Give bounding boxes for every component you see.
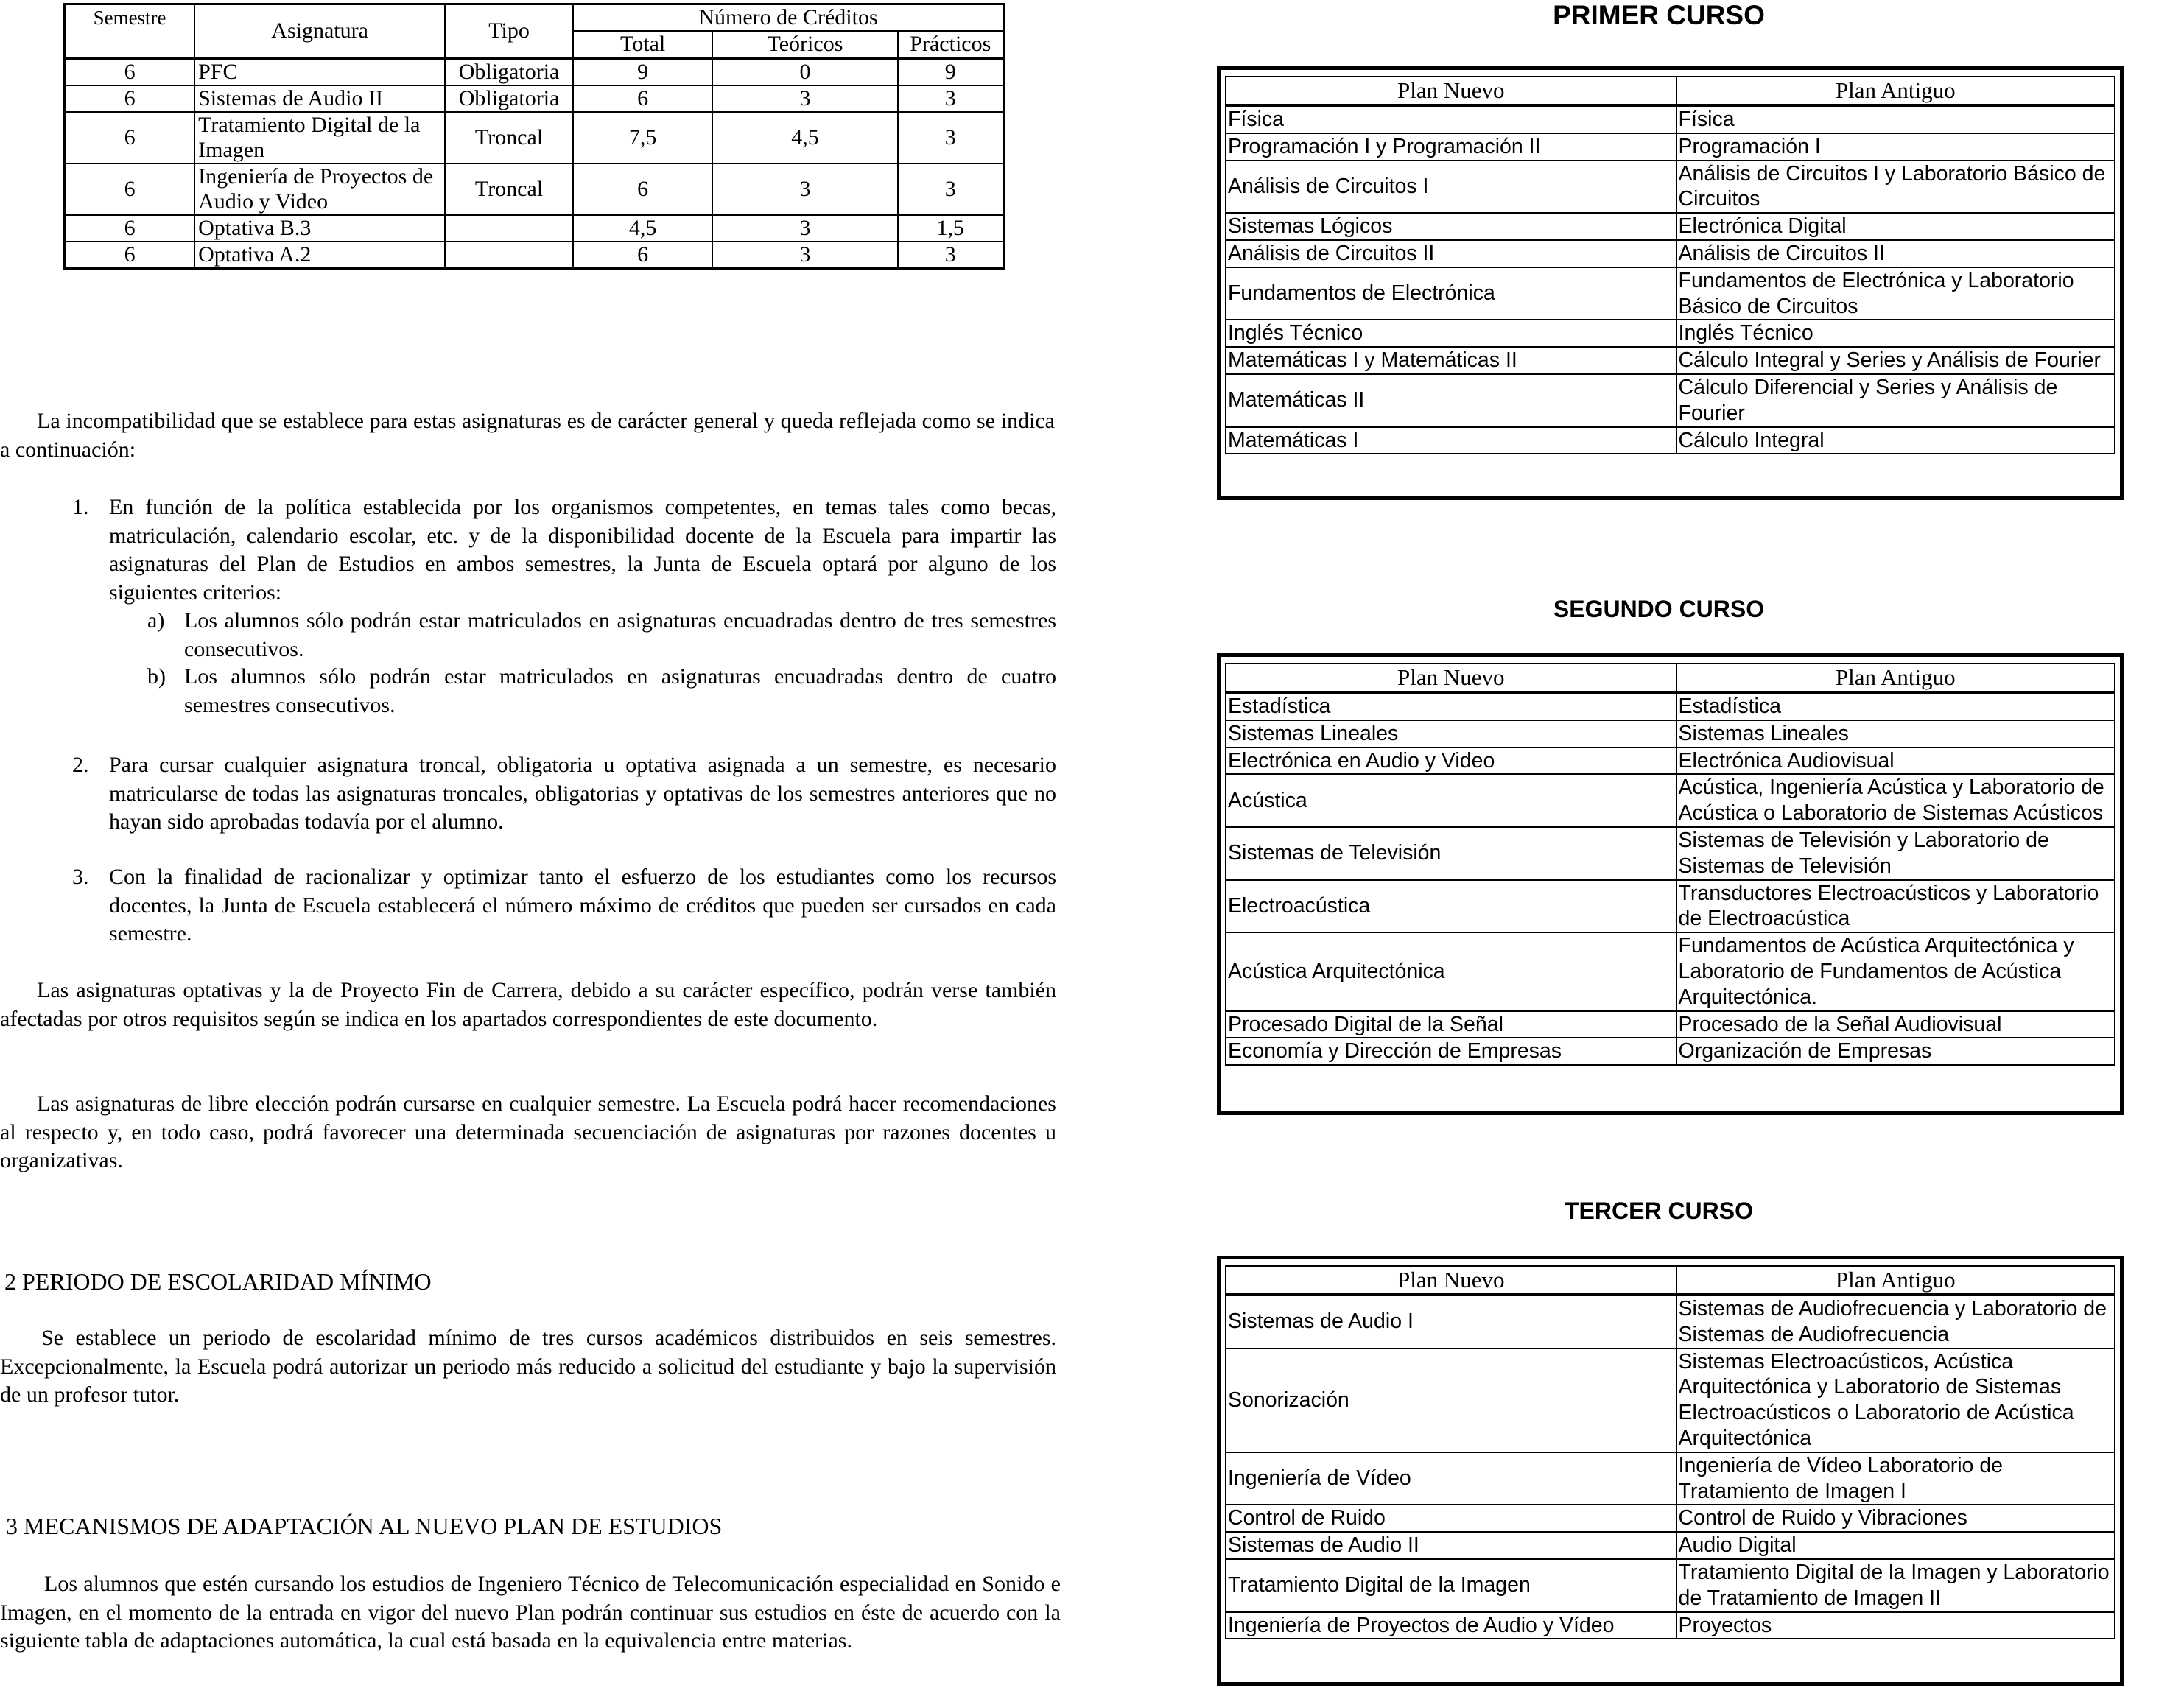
list-item-1-number: 1. (72, 495, 89, 519)
list-item-1a-letter: a) (147, 608, 165, 633)
table-row (65, 215, 1004, 242)
cell-plan-antiguo: Proyectos (1676, 1612, 2115, 1639)
cell-total: 6 (573, 242, 712, 269)
equivalence-row (1226, 374, 2115, 427)
header-plan-nuevo: Plan Nuevo (1226, 77, 1676, 105)
cell-asignatura: Optativa B.3 (194, 215, 445, 242)
cell-plan-antiguo: Tratamiento Digital de la Imagen y Laboratorio de Tratamiento de Imagen II (1676, 1559, 2115, 1612)
section-2-heading: 2 PERIODO DE ESCOLARIDAD MÍNIMO (4, 1268, 432, 1295)
cell-plan-nuevo: Matemáticas II (1226, 374, 1676, 427)
cell-plan-nuevo: Programación I y Programación II (1226, 133, 1676, 161)
cell-total: 6 (573, 85, 712, 112)
cell-plan-nuevo: Física (1226, 105, 1676, 133)
equivalence-row (1226, 1452, 2115, 1505)
cell-plan-antiguo: Inglés Técnico (1676, 320, 2115, 347)
header-plan-antiguo: Plan Antiguo (1676, 664, 2115, 692)
table-row (65, 58, 1004, 85)
equivalence-row (1226, 213, 2115, 240)
header-asignatura: Asignatura (194, 4, 445, 59)
tercer-curso-title: TERCER CURSO (1564, 1198, 1753, 1224)
cell-practicos: 3 (898, 85, 1004, 112)
cell-plan-antiguo: Audio Digital (1676, 1532, 2115, 1559)
section-3-heading: 3 MECANISMOS DE ADAPTACIÓN AL NUEVO PLAN DE ESTUDIOS (6, 1513, 723, 1539)
equivalence-row (1226, 1348, 2115, 1452)
equivalence-row (1226, 692, 2115, 720)
cell-semestre: 6 (65, 215, 195, 242)
table-row (65, 242, 1004, 269)
cell-plan-nuevo: Electroacústica (1226, 880, 1676, 933)
cell-plan-antiguo: Procesado de la Señal Audiovisual (1676, 1011, 2115, 1038)
list-item-1b-letter: b) (147, 664, 166, 689)
equivalence-row (1226, 1559, 2115, 1612)
cell-total: 7,5 (573, 112, 712, 163)
cell-plan-antiguo: Fundamentos de Electrónica y Laboratorio Básico de Circuitos (1676, 267, 2115, 320)
segundo-curso-frame (1217, 653, 2124, 1115)
equivalence-row (1226, 1038, 2115, 1065)
primer-curso-frame (1217, 66, 2124, 500)
equivalence-row (1226, 1612, 2115, 1639)
intro-paragraph: La incompatibilidad que se establece para estas asignaturas es de carácter general y queda reflejada como se indica a continuación: (0, 409, 1055, 462)
header-teoricos: Teóricos (712, 31, 897, 58)
cell-practicos: 1,5 (898, 215, 1004, 242)
list-item-1b: Los alumnos sólo podrán estar matriculados en asignaturas encuadradas dentro de cuatro semestres consecutivos. (184, 664, 1056, 717)
cell-teoricos: 3 (712, 85, 897, 112)
cell-total: 6 (573, 163, 712, 215)
cell-plan-nuevo: Tratamiento Digital de la Imagen (1226, 1559, 1676, 1612)
equivalence-row (1226, 1011, 2115, 1038)
cell-plan-nuevo: Acústica (1226, 774, 1676, 827)
equivalence-row (1226, 347, 2115, 374)
cell-plan-antiguo: Electrónica Audiovisual (1676, 748, 2115, 775)
cell-plan-antiguo: Organización de Empresas (1676, 1038, 2115, 1065)
equivalence-row (1226, 240, 2115, 267)
cell-total: 4,5 (573, 215, 712, 242)
tercer-curso-table (1225, 1265, 2115, 1639)
equivalence-row (1226, 720, 2115, 748)
header-total: Total (573, 31, 712, 58)
cell-plan-antiguo: Electrónica Digital (1676, 213, 2115, 240)
section-2-text: Se establece un periodo de escolaridad mínimo de tres cursos académicos distribuidos en seis semestres. Excepcionalmente, la Escuela podrá autorizar un periodo más reducido a solicitud del estudiante y bajo la supervisión de un profesor tutor. (0, 1326, 1056, 1407)
cell-teoricos: 4,5 (712, 112, 897, 163)
cell-plan-nuevo: Procesado Digital de la Señal (1226, 1011, 1676, 1038)
equivalence-row (1226, 1505, 2115, 1532)
segundo-curso-table (1225, 663, 2115, 1066)
cell-plan-nuevo: Matemáticas I y Matemáticas II (1226, 347, 1676, 374)
semester-credits-table (63, 3, 1005, 270)
cell-plan-nuevo: Ingeniería de Proyectos de Audio y Vídeo (1226, 1612, 1676, 1639)
cell-plan-nuevo: Electrónica en Audio y Video (1226, 748, 1676, 775)
cell-semestre: 6 (65, 112, 195, 163)
equivalence-row (1226, 133, 2115, 161)
cell-teoricos: 3 (712, 163, 897, 215)
cell-plan-nuevo: Sistemas Lineales (1226, 720, 1676, 748)
cell-plan-antiguo: Programación I (1676, 133, 2115, 161)
primer-curso-table (1225, 76, 2115, 454)
cell-plan-nuevo: Análisis de Circuitos I (1226, 161, 1676, 214)
equivalence-row (1226, 161, 2115, 214)
cell-plan-antiguo: Control de Ruido y Vibraciones (1676, 1505, 2115, 1532)
cell-semestre: 6 (65, 242, 195, 269)
equivalence-row (1226, 748, 2115, 775)
equivalence-row (1226, 1295, 2115, 1348)
equivalence-row (1226, 880, 2115, 933)
cell-plan-antiguo: Ingeniería de Vídeo Laboratorio de Tratamiento de Imagen I (1676, 1452, 2115, 1505)
cell-plan-antiguo: Transductores Electroacústicos y Laboratorio de Electroacústica (1676, 880, 2115, 933)
list-item-1: En función de la política establecida por los organismos competentes, en temas tales como becas, matriculación, calendario escolar, etc. y de la disponibilidad docente de la Escuela para impartir las asignaturas del Plan de Estudios en ambos semestres, la Junta de Escuela optará por alguno de los siguientes criterios: (109, 495, 1056, 605)
cell-semestre: 6 (65, 85, 195, 112)
cell-semestre: 6 (65, 163, 195, 215)
cell-practicos: 9 (898, 58, 1004, 85)
list-item-2: Para cursar cualquier asignatura troncal, obligatoria u optativa asignada a un semestre, es necesario matricularse de todas las asignaturas troncales, obligatorias y optativas de los semestres anteriores que no hayan sido aprobadas todavía por el alumno. (109, 753, 1056, 834)
header-numero-creditos: Número de Créditos (573, 4, 1004, 32)
cell-plan-antiguo: Análisis de Circuitos II (1676, 240, 2115, 267)
cell-plan-antiguo: Sistemas Electroacústicos, Acústica Arquitectónica y Laboratorio de Sistemas Electroacústicos o Laboratorio de Acústica Arquitectónica (1676, 1348, 2115, 1452)
cell-plan-nuevo: Sistemas de Televisión (1226, 827, 1676, 880)
table-row (65, 112, 1004, 163)
equivalence-row (1226, 105, 2115, 133)
cell-tipo (445, 242, 573, 269)
cell-plan-nuevo: Análisis de Circuitos II (1226, 240, 1676, 267)
tercer-curso-frame (1217, 1256, 2124, 1686)
cell-teoricos: 3 (712, 242, 897, 269)
cell-plan-nuevo: Fundamentos de Electrónica (1226, 267, 1676, 320)
cell-plan-nuevo: Control de Ruido (1226, 1505, 1676, 1532)
segundo-curso-title: SEGUNDO CURSO (1553, 596, 1765, 622)
primer-curso-title: PRIMER CURSO (1553, 0, 1765, 30)
cell-tipo: Obligatoria (445, 85, 573, 112)
cell-asignatura: Ingeniería de Proyectos de Audio y Video (194, 163, 445, 215)
cell-plan-antiguo: Sistemas Lineales (1676, 720, 2115, 748)
header-practicos: Prácticos (898, 31, 1004, 58)
libre-eleccion-paragraph: Las asignaturas de libre elección podrán cursarse en cualquier semestre. La Escuela podrá hacer recomendaciones al respecto y, en todo caso, podrá favorecer una determinada secuenciación de asignaturas por razones docentes u organizativas. (0, 1091, 1056, 1172)
cell-tipo: Troncal (445, 163, 573, 215)
equivalence-row (1226, 320, 2115, 347)
optativas-paragraph: Las asignaturas optativas y la de Proyecto Fin de Carrera, debido a su carácter específico, podrán verse también afectadas por otros requisitos según se indica en los apartados correspondientes de este documento. (0, 978, 1056, 1031)
cell-plan-nuevo: Sonorización (1226, 1348, 1676, 1452)
cell-plan-antiguo: Cálculo Diferencial y Series y Análisis de Fourier (1676, 374, 2115, 427)
cell-asignatura: Optativa A.2 (194, 242, 445, 269)
equivalence-row (1226, 774, 2115, 827)
table-row (65, 85, 1004, 112)
header-plan-nuevo: Plan Nuevo (1226, 664, 1676, 692)
section-3-text: Los alumnos que estén cursando los estudios de Ingeniero Técnico de Telecomunicación especialidad en Sonido e Imagen, en el momento de la entrada en vigor del nuevo Plan podrán continuar sus estudios en éste de acuerdo con la siguiente tabla de adaptaciones automática, la cual está basada en la equivalencia entre materias. (0, 1572, 1061, 1653)
header-plan-antiguo: Plan Antiguo (1676, 77, 2115, 105)
cell-plan-antiguo: Acústica, Ingeniería Acústica y Laboratorio de Acústica o Laboratorio de Sistemas Acústicos (1676, 774, 2115, 827)
list-item-2-number: 2. (72, 753, 89, 777)
equivalence-row (1226, 1532, 2115, 1559)
cell-plan-antiguo: Fundamentos de Acústica Arquitectónica y Laboratorio de Fundamentos de Acústica Arquitectónica. (1676, 932, 2115, 1010)
cell-plan-antiguo: Sistemas de Televisión y Laboratorio de Sistemas de Televisión (1676, 827, 2115, 880)
equivalence-row (1226, 267, 2115, 320)
list-item-3: Con la finalidad de racionalizar y optimizar tanto el esfuerzo de los estudiantes como los recursos docentes, la Junta de Escuela establecerá el número máximo de créditos que pueden ser cursados en cada semestre. (109, 865, 1056, 946)
cell-plan-antiguo: Sistemas de Audiofrecuencia y Laboratorio de Sistemas de Audiofrecuencia (1676, 1295, 2115, 1348)
cell-asignatura: Sistemas de Audio II (194, 85, 445, 112)
cell-asignatura: Tratamiento Digital de la Imagen (194, 112, 445, 163)
cell-plan-nuevo: Sistemas de Audio I (1226, 1295, 1676, 1348)
cell-plan-antiguo: Cálculo Integral (1676, 427, 2115, 454)
header-tipo: Tipo (445, 4, 573, 59)
cell-plan-nuevo: Economía y Dirección de Empresas (1226, 1038, 1676, 1065)
list-item-3-number: 3. (72, 865, 89, 889)
cell-tipo (445, 215, 573, 242)
header-plan-antiguo: Plan Antiguo (1676, 1266, 2115, 1295)
cell-plan-nuevo: Estadística (1226, 692, 1676, 720)
cell-plan-antiguo: Análisis de Circuitos I y Laboratorio Básico de Circuitos (1676, 161, 2115, 214)
cell-plan-nuevo: Ingeniería de Vídeo (1226, 1452, 1676, 1505)
cell-plan-nuevo: Matemáticas I (1226, 427, 1676, 454)
cell-plan-antiguo: Física (1676, 105, 2115, 133)
header-plan-nuevo: Plan Nuevo (1226, 1266, 1676, 1295)
equivalence-row (1226, 932, 2115, 1010)
cell-practicos: 3 (898, 242, 1004, 269)
cell-practicos: 3 (898, 163, 1004, 215)
cell-plan-nuevo: Inglés Técnico (1226, 320, 1676, 347)
list-item-1a: Los alumnos sólo podrán estar matriculados en asignaturas encuadradas dentro de tres semestres consecutivos. (184, 608, 1056, 661)
cell-total: 9 (573, 58, 712, 85)
equivalence-row (1226, 827, 2115, 880)
header-semestre: Semestre (65, 4, 195, 59)
cell-tipo: Troncal (445, 112, 573, 163)
cell-plan-nuevo: Sistemas Lógicos (1226, 213, 1676, 240)
cell-practicos: 3 (898, 112, 1004, 163)
equivalence-row (1226, 427, 2115, 454)
cell-plan-antiguo: Cálculo Integral y Series y Análisis de Fourier (1676, 347, 2115, 374)
cell-semestre: 6 (65, 58, 195, 85)
cell-asignatura: PFC (194, 58, 445, 85)
cell-tipo: Obligatoria (445, 58, 573, 85)
cell-plan-nuevo: Sistemas de Audio II (1226, 1532, 1676, 1559)
cell-teoricos: 0 (712, 58, 897, 85)
cell-plan-nuevo: Acústica Arquitectónica (1226, 932, 1676, 1010)
cell-plan-antiguo: Estadística (1676, 692, 2115, 720)
cell-teoricos: 3 (712, 215, 897, 242)
table-row (65, 163, 1004, 215)
